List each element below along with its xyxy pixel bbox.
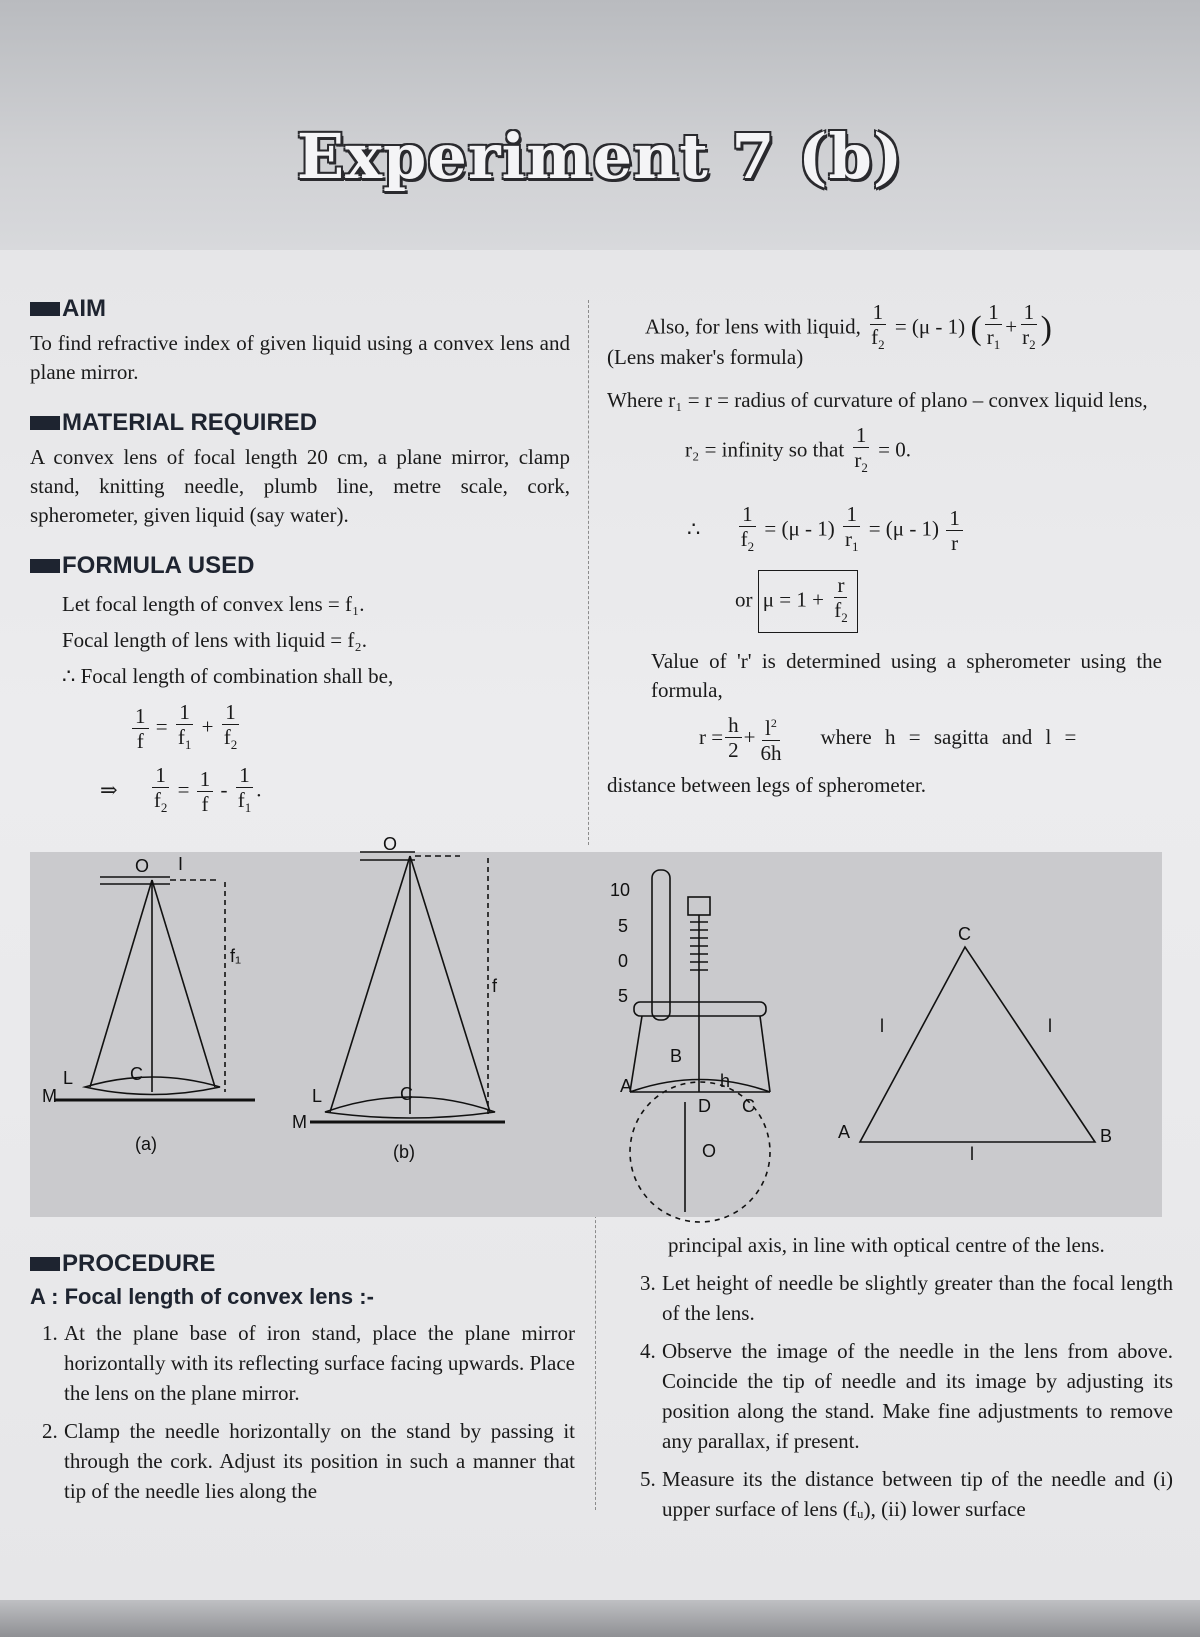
formula-line-2: Focal length of lens with liquid = f₂. (62, 628, 367, 652)
material-heading: MATERIAL REQUIRED (30, 409, 570, 437)
bottom-band (0, 1600, 1200, 1637)
formula-heading: FORMULA USED (30, 552, 570, 580)
procedure-step: 1. At the plane base of iron stand, place the plane mirror horizontally with its reflecting surface facing upwards. Place the lens on the plane mirror. (42, 1321, 575, 1405)
combination-equation: $\frac{1}{f}$ = $\frac{1}{f_1}$ + $\frac{1}{f_2}$ (30, 700, 570, 757)
where-r1-text: Where r₁ = r = radius of curvature of plano – convex liquid lens, (607, 388, 1148, 413)
label-o: O (135, 856, 150, 876)
procedure-step: 4. Observe the image of the needle in the lens from above. Coincide the tip of needle and its image by adjusting its position along the stand. Make fine adjustments to remove any parallax, if present. (640, 1339, 1173, 1453)
diagram-b (310, 852, 505, 1122)
procedure-right (628, 1230, 1173, 1532)
column-divider (588, 300, 589, 845)
procedure-sub-a: A : Focal length of convex lens :- (30, 1284, 374, 1309)
scale-tick-0: 0 (618, 951, 629, 971)
heading-bar-icon (30, 1257, 60, 1271)
f2-equation: ⇒ $\frac{1}{f_2}$ = $\frac{1}{f}$ - $\frac{1}{f_1}$ . (100, 763, 262, 817)
label-tri-b: B (1100, 1126, 1113, 1146)
label-m-b: M (292, 1112, 307, 1132)
material-text: A convex lens of focal length 20 cm, a plane mirror, clamp stand, knitting needle, plumb line, metre scale, cork, spherometer, given liquid (say water). (30, 445, 570, 527)
aim-heading: AIM (30, 295, 570, 323)
label-tri-c: C (958, 924, 971, 944)
label-c: C (130, 1064, 143, 1084)
heading-bar-icon (30, 302, 60, 316)
label-tri-a: A (838, 1122, 851, 1142)
spherometer-diagram (630, 870, 770, 1222)
diagram-a (55, 877, 255, 1100)
label-c-b: C (400, 1084, 413, 1104)
label-o-sph: O (702, 1141, 717, 1161)
lens-maker-line: Also, for lens with liquid, $\frac{1}{f_2}$ = (μ - 1) ( $\frac{1}{r_1}$ + $\frac{1}{r_2}$ ) (645, 300, 1052, 353)
label-f: f (492, 976, 498, 996)
figure-panel (30, 834, 1162, 1217)
label-a: (a) (135, 1134, 157, 1154)
aim-text: To find refractive index of given liquid using a convex lens and plane mirror. (30, 331, 570, 384)
heading-bar-icon (30, 559, 60, 573)
mu-result: or μ = 1 + $\frac{r}{f_2}$ (607, 570, 1162, 633)
value-r-text: Value of 'r' is determined using a spherometer using the formula, (651, 648, 1162, 702)
label-l-b: L (312, 1086, 323, 1106)
procedure-step: 3. Let height of needle be slightly greater than the focal length of the lens. (640, 1271, 1173, 1325)
scale-tick-5: 5 (618, 916, 629, 936)
label-a-sph: A (620, 1076, 633, 1096)
label-f1: f₁ (230, 946, 242, 966)
label-d-sph: D (698, 1096, 711, 1116)
label-tri-l3: l (970, 1144, 974, 1164)
therefore-equation: ∴ $\frac{1}{f_2}$ = (μ - 1) $\frac{1}{r_1}$ = (μ - 1) $\frac{1}{r}$ (607, 502, 1162, 559)
scale-tick-10: 10 (610, 880, 631, 900)
page-title: Experiment 7 (b) (296, 120, 904, 193)
spherometer-distance: distance between legs of spherometer. (607, 772, 926, 797)
label-tri-l2: l (1048, 1016, 1052, 1036)
procedure-left (30, 1250, 575, 1514)
formula-line-3: ∴ Focal length of combination shall be, (62, 664, 394, 688)
heading-bar-icon (30, 416, 60, 430)
triangle-diagram (860, 947, 1095, 1142)
label-b-sph: B (670, 1046, 683, 1066)
spherometer-formula: r = $\frac{h}{2}$ + $l^2$ 6h where h = sagitta and l = (607, 711, 1162, 765)
procedure-step: 2. Clamp the needle horizontally on the stand by passing it through the cork. Adjust its position in such a manner that tip of the needle lies along the (42, 1419, 575, 1503)
label-i: I (178, 854, 184, 874)
label-o-b: O (383, 834, 398, 854)
label-l: L (63, 1068, 74, 1088)
figure-svg (30, 834, 1162, 1217)
r2-infinity-line: r₂ = infinity so that $\frac{1}{r_2}$ = 0. (685, 423, 911, 476)
label-tri-l1: l (880, 1016, 884, 1036)
procedure-step: 5. Measure its the distance between tip of the needle and (i) upper surface of lens (fᵤ), (ii) lower surface (640, 1467, 1173, 1521)
label-c-sph: C (742, 1096, 755, 1116)
mu-formula-box: μ = 1 + $\frac{r}{f_2}$ (758, 570, 858, 633)
column-divider-lower (595, 1210, 596, 1510)
right-column (607, 300, 1162, 800)
lens-maker-label: (Lens maker's formula) (607, 345, 804, 370)
formula-line-1: Let focal length of convex lens = f₁. (62, 592, 365, 616)
procedure-heading: PROCEDURE (30, 1250, 575, 1278)
left-column (30, 295, 570, 820)
label-m: M (42, 1086, 57, 1106)
label-b: (b) (393, 1142, 415, 1162)
label-h-sph: h (720, 1071, 731, 1091)
procedure-continuation: principal axis, in line with optical centre of the lens. (668, 1233, 1105, 1257)
scale-tick-5b: 5 (618, 986, 629, 1006)
